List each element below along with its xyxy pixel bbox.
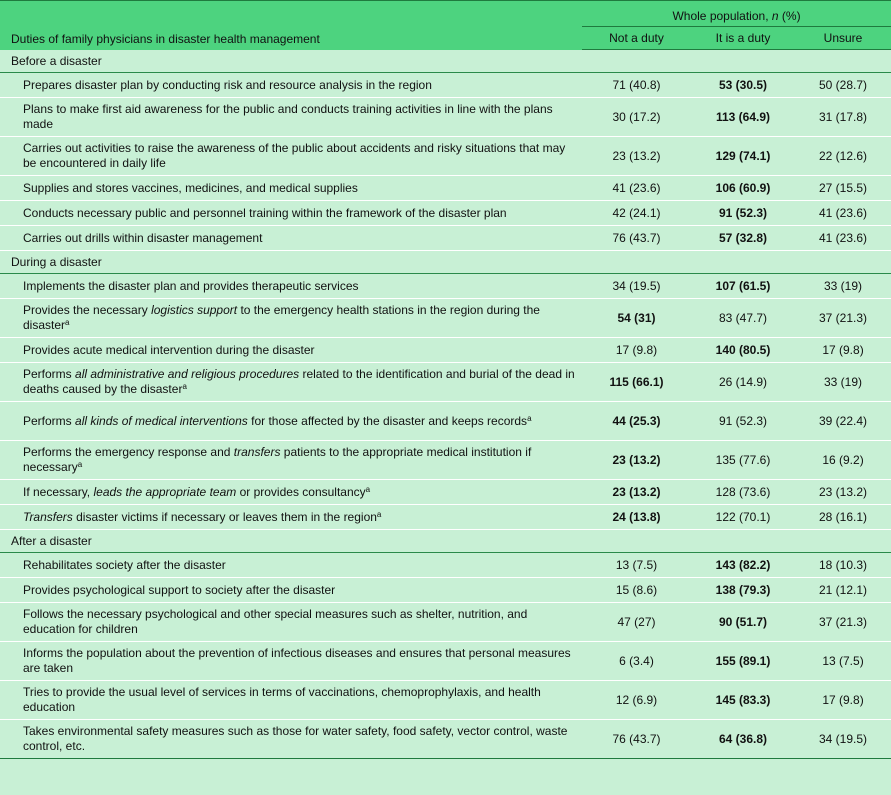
- col-header-unsure: Unsure: [795, 27, 891, 50]
- duty-text: related to the identification and burial of the dead in deaths caused by the disaster: [23, 367, 575, 396]
- duty-cell: [0, 137, 582, 176]
- section-header-row: [0, 50, 891, 73]
- duty-cell: [0, 720, 582, 759]
- not-a-duty-cell: 15 (8.6): [582, 578, 691, 603]
- table-row: [0, 137, 891, 176]
- footnote-marker: a: [65, 318, 70, 327]
- not-a-duty-cell: 23 (13.2): [582, 480, 691, 505]
- unsure-cell: 33 (19): [795, 363, 891, 402]
- duty-text: If necessary,: [23, 484, 94, 499]
- table-row: [0, 299, 891, 338]
- footnote-marker: a: [182, 382, 187, 391]
- duty-text: all kinds of medical interventions: [75, 413, 248, 428]
- unsure-cell: 18 (10.3): [795, 553, 891, 578]
- footnote-marker: a: [365, 484, 371, 494]
- it-is-a-duty-cell: 155 (89.1): [691, 642, 795, 681]
- group-header: Whole population, n (%): [582, 1, 891, 27]
- duty-cell: [0, 402, 582, 441]
- duty-cell: [0, 642, 582, 681]
- not-a-duty-cell: 24 (13.8): [582, 505, 691, 530]
- it-is-a-duty-cell: 122 (70.1): [691, 505, 795, 530]
- not-a-duty-cell: 76 (43.7): [582, 720, 691, 759]
- duty-text: Provides acute medical intervention during the disaster: [23, 342, 315, 357]
- table-row: [0, 642, 891, 681]
- it-is-a-duty-cell: 143 (82.2): [691, 553, 795, 578]
- duty-text: leads the appropriate team: [93, 484, 237, 499]
- unsure-cell: 17 (9.8): [795, 681, 891, 720]
- table-row: [0, 98, 891, 137]
- duty-cell: [0, 480, 582, 505]
- it-is-a-duty-cell: 107 (61.5): [691, 274, 795, 299]
- duty-cell: [0, 553, 582, 578]
- duty-cell: [0, 201, 582, 226]
- it-is-a-duty-cell: 106 (60.9): [691, 176, 795, 201]
- unsure-cell: 41 (23.6): [795, 201, 891, 226]
- footnote-marker: a: [376, 509, 382, 519]
- duty-text: Supplies and stores vaccines, medicines, and medical supplies: [23, 180, 358, 195]
- it-is-a-duty-cell: 64 (36.8): [691, 720, 795, 759]
- duty-text: Prepares disaster plan by conducting risk and resource analysis in the region: [23, 77, 432, 92]
- table-body: [0, 50, 891, 759]
- unsure-cell: 22 (12.6): [795, 137, 891, 176]
- it-is-a-duty-cell: 26 (14.9): [691, 363, 795, 402]
- section-title: Before a disaster: [0, 50, 891, 73]
- table-row: [0, 176, 891, 201]
- it-is-a-duty-cell: 57 (32.8): [691, 226, 795, 251]
- it-is-a-duty-cell: 129 (74.1): [691, 137, 795, 176]
- section-header-row: [0, 530, 891, 553]
- not-a-duty-cell: 54 (31): [582, 299, 691, 338]
- duty-column-header: Duties of family physicians in disaster health management: [0, 1, 582, 50]
- it-is-a-duty-cell: 135 (77.6): [691, 441, 795, 480]
- not-a-duty-cell: 76 (43.7): [582, 226, 691, 251]
- it-is-a-duty-cell: 91 (52.3): [691, 402, 795, 441]
- table-row: [0, 201, 891, 226]
- unsure-cell: 37 (21.3): [795, 603, 891, 642]
- duty-text: Performs: [23, 413, 76, 428]
- duty-text: Provides psychological support to society after the disaster: [23, 582, 336, 597]
- unsure-cell: 23 (13.2): [795, 480, 891, 505]
- it-is-a-duty-cell: 145 (83.3): [691, 681, 795, 720]
- not-a-duty-cell: 41 (23.6): [582, 176, 691, 201]
- duty-cell: [0, 441, 582, 480]
- not-a-duty-cell: 47 (27): [582, 603, 691, 642]
- table-row: [0, 441, 891, 480]
- unsure-cell: 28 (16.1): [795, 505, 891, 530]
- duty-text: Conducts necessary public and personnel training within the framework of the disaster plan: [23, 205, 507, 220]
- duty-text: Plans to make first aid awareness for the public and conducts training activities in line with the plans made: [23, 102, 553, 131]
- unsure-cell: 50 (28.7): [795, 73, 891, 98]
- duty-text: Performs the emergency response and: [23, 445, 234, 459]
- duty-text: for those affected by the disaster and keeps records: [247, 413, 528, 428]
- table-row: [0, 553, 891, 578]
- duty-cell: [0, 274, 582, 299]
- it-is-a-duty-cell: 90 (51.7): [691, 603, 795, 642]
- duty-cell: [0, 98, 582, 137]
- col-header-it-is-a-duty: It is a duty: [691, 27, 795, 50]
- duty-text: Carries out activities to raise the awareness of the public about accidents and risky situations that may be encountered in daily life: [23, 141, 566, 170]
- section-title: During a disaster: [0, 251, 891, 274]
- not-a-duty-cell: 30 (17.2): [582, 98, 691, 137]
- section-title: After a disaster: [0, 530, 891, 553]
- duty-text: transfers: [233, 445, 281, 459]
- not-a-duty-cell: 42 (24.1): [582, 201, 691, 226]
- unsure-cell: 34 (19.5): [795, 720, 891, 759]
- table-row: [0, 226, 891, 251]
- it-is-a-duty-cell: 128 (73.6): [691, 480, 795, 505]
- duty-cell: [0, 603, 582, 642]
- table-row: [0, 73, 891, 98]
- duty-text: Informs the population about the prevention of infectious diseases and ensures that personal measures are taken: [23, 646, 571, 675]
- it-is-a-duty-cell: 53 (30.5): [691, 73, 795, 98]
- duty-text: Implements the disaster plan and provides therapeutic services: [23, 278, 359, 293]
- unsure-cell: 37 (21.3): [795, 299, 891, 338]
- not-a-duty-cell: 34 (19.5): [582, 274, 691, 299]
- not-a-duty-cell: 23 (13.2): [582, 137, 691, 176]
- not-a-duty-cell: 12 (6.9): [582, 681, 691, 720]
- not-a-duty-cell: 6 (3.4): [582, 642, 691, 681]
- table-row: [0, 402, 891, 441]
- duty-text: Follows the necessary psychological and other special measures such as shelter, nutrition, and education for children: [23, 607, 528, 636]
- it-is-a-duty-cell: 138 (79.3): [691, 578, 795, 603]
- col-header-not-a-duty: Not a duty: [582, 27, 691, 50]
- it-is-a-duty-cell: 83 (47.7): [691, 299, 795, 338]
- duty-text: or provides consultancy: [236, 484, 366, 499]
- duty-cell: [0, 299, 582, 338]
- duty-cell: [0, 578, 582, 603]
- table-row: [0, 603, 891, 642]
- unsure-cell: 21 (12.1): [795, 578, 891, 603]
- duty-text: to the emergency health stations in the region during the disaster: [23, 303, 540, 332]
- not-a-duty-cell: 23 (13.2): [582, 441, 691, 480]
- duty-cell: [0, 363, 582, 402]
- table-row: [0, 274, 891, 299]
- footnote-marker: a: [527, 413, 532, 423]
- duty-text: Takes environmental safety measures such as those for water safety, food safety, vector control, waste control, etc.: [23, 724, 568, 753]
- duty-text: all administrative and religious procedures: [75, 367, 300, 381]
- unsure-cell: 16 (9.2): [795, 441, 891, 480]
- table-row: [0, 720, 891, 759]
- not-a-duty-cell: 71 (40.8): [582, 73, 691, 98]
- unsure-cell: 31 (17.8): [795, 98, 891, 137]
- it-is-a-duty-cell: 140 (80.5): [691, 338, 795, 363]
- duty-text: Tries to provide the usual level of services in terms of vaccinations, chemoprophylaxis, and health education: [23, 685, 541, 714]
- duty-cell: [0, 176, 582, 201]
- it-is-a-duty-cell: 91 (52.3): [691, 201, 795, 226]
- duty-cell: [0, 681, 582, 720]
- duty-text: Rehabilitates society after the disaster: [23, 557, 226, 572]
- unsure-cell: 17 (9.8): [795, 338, 891, 363]
- table-row: [0, 338, 891, 363]
- duty-cell: [0, 73, 582, 98]
- not-a-duty-cell: 44 (25.3): [582, 402, 691, 441]
- duty-cell: [0, 505, 582, 530]
- unsure-cell: 33 (19): [795, 274, 891, 299]
- table-row: [0, 681, 891, 720]
- duty-text: Transfers: [23, 509, 73, 524]
- it-is-a-duty-cell: 113 (64.9): [691, 98, 795, 137]
- table-row: [0, 363, 891, 402]
- table-row: [0, 578, 891, 603]
- duty-cell: [0, 226, 582, 251]
- section-header-row: [0, 251, 891, 274]
- not-a-duty-cell: 13 (7.5): [582, 553, 691, 578]
- table-row: [0, 480, 891, 505]
- unsure-cell: 41 (23.6): [795, 226, 891, 251]
- unsure-cell: 39 (22.4): [795, 402, 891, 441]
- duty-text: disaster victims if necessary or leaves them in the region: [72, 509, 377, 524]
- table-row: [0, 505, 891, 530]
- not-a-duty-cell: 115 (66.1): [582, 363, 691, 402]
- duty-text: Performs: [23, 367, 76, 381]
- duty-cell: [0, 338, 582, 363]
- duty-text: Carries out drills within disaster management: [23, 230, 263, 245]
- duty-text: logistics support: [151, 303, 238, 317]
- footnote-marker: a: [77, 460, 83, 469]
- unsure-cell: 13 (7.5): [795, 642, 891, 681]
- duty-text: patients to the appropriate medical institution if necessary: [23, 445, 532, 474]
- duty-text: Provides the necessary: [23, 303, 152, 317]
- not-a-duty-cell: 17 (9.8): [582, 338, 691, 363]
- unsure-cell: 27 (15.5): [795, 176, 891, 201]
